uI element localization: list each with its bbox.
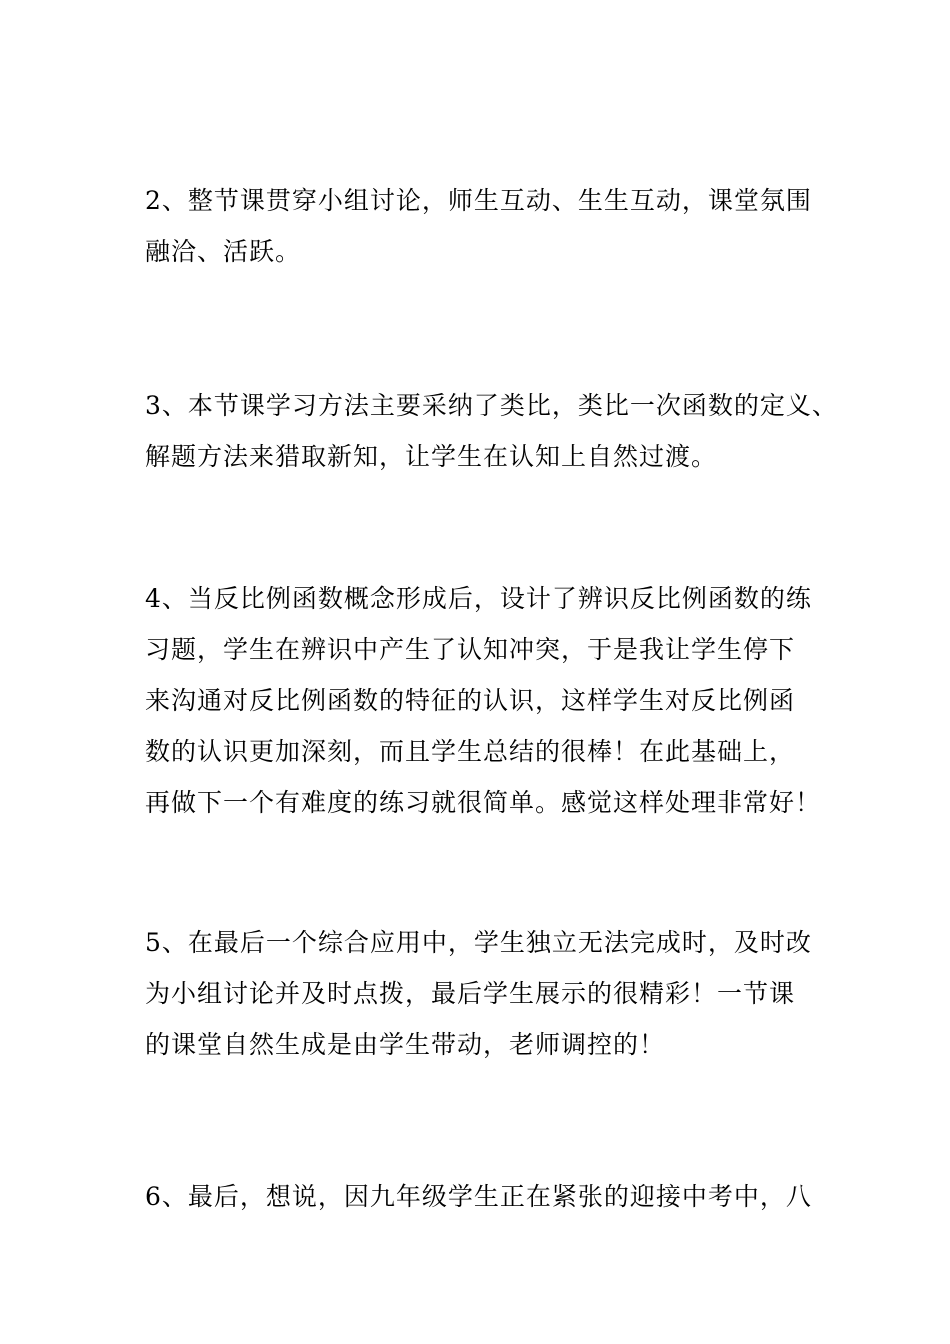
paragraph-3 xyxy=(145,380,838,482)
paragraph-4 xyxy=(145,573,835,828)
paragraph-2 xyxy=(145,175,835,277)
text-line: 4、当反比例函数概念形成后，设计了辨识反比例函数的练 xyxy=(145,584,812,613)
text-line: 来沟通对反比例函数的特征的认识，这样学生对反比例函 xyxy=(145,686,796,715)
text-line: 解题方法来猎取新知，让学生在认知上自然过渡。 xyxy=(145,442,718,471)
text-line: 5、在最后一个综合应用中，学生独立无法完成时，及时改 xyxy=(145,928,812,957)
text-line: 融洽、活跃。 xyxy=(145,237,302,266)
text-line: 的课堂自然生成是由学生带动，老师调控的！ xyxy=(145,1030,666,1059)
text-line: 6、最后，想说，因九年级学生正在紧张的迎接中考中，八 xyxy=(145,1182,812,1211)
text-line: 为小组讨论并及时点拨，最后学生展示的很精彩！一节课 xyxy=(145,979,796,1008)
text-line: 2、整节课贯穿小组讨论，师生互动、生生互动，课堂氛围 xyxy=(145,186,812,215)
paragraph-5 xyxy=(145,917,835,1070)
text-line: 数的认识更加深刻，而且学生总结的很棒！在此基础上， xyxy=(145,737,796,766)
paragraph-6 xyxy=(145,1171,835,1222)
text-line: 3、本节课学习方法主要采纳了类比，类比一次函数的定义、 xyxy=(145,391,838,420)
text-line: 习题，学生在辨识中产生了认知冲突，于是我让学生停下 xyxy=(145,635,796,664)
text-line: 再做下一个有难度的练习就很简单。感觉这样处理非常好！ xyxy=(145,788,822,817)
